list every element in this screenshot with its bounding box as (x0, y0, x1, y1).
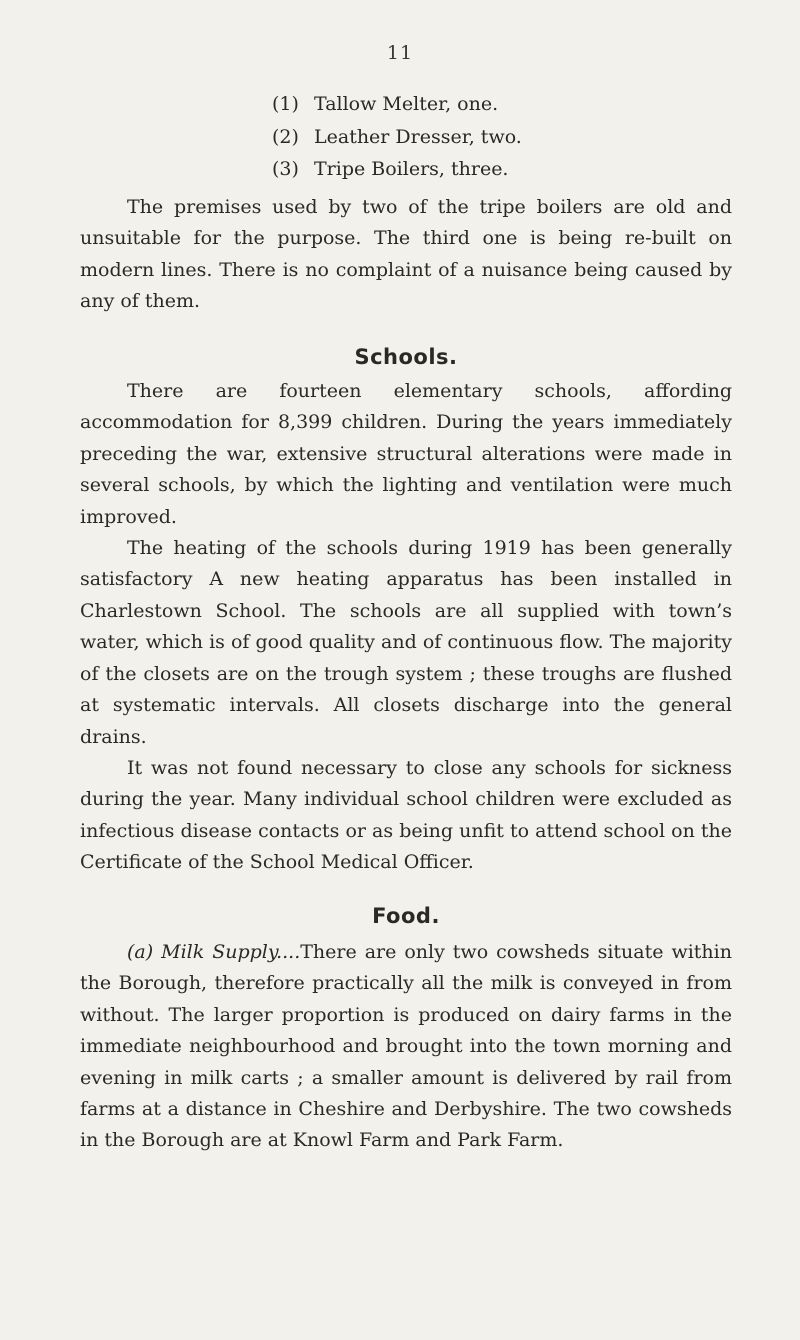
list-item (272, 153, 522, 186)
trades-list (272, 88, 522, 186)
list-item (272, 121, 522, 154)
food-heading: Food. (372, 903, 440, 928)
page-number: 11 (386, 42, 414, 64)
schools-heading: Schools. (354, 344, 458, 369)
schools-paragraph: There are fourteen elementary schools, affording accommodation for 8,399 children. During the years immediately preceding the war, extensive structural alterations were made in several schools, by which the lighting and ventilation were much improved. (80, 380, 732, 528)
list-item-text: Tallow Melter, one. (314, 93, 499, 115)
list-item (272, 88, 522, 121)
body-text (80, 192, 732, 1157)
milk-supply-paragraph (80, 937, 732, 1157)
list-item-number: (1) (272, 93, 299, 115)
milk-supply-text: There are only two cowsheds situate within the Borough, therefore practically all the milk is conveyed in from without. The larger proportion is produced on dairy farms in the immediate neighbourhood and brought into the town morning and evening in milk carts ; a smaller amount is delivered by rail from farms at a distance in Cheshire and Derbyshire. The two cowsheds in the Borough are at Knowl Farm and Park Farm. (80, 940, 732, 1152)
list-item-text: Leather Dresser, two. (314, 125, 522, 148)
list-item-number: (2) (272, 125, 299, 148)
schools-paragraph: The heating of the schools during 1919 has been generally satisfactory A new heating apparatus has been installed in Charlestown School. The schools are all supplied with town’s water, which is of good quality and of continuous flow. The majority of the closets are on the trough system ; these troughs are flushed at systematic intervals. All closets discharge into the general drains. (80, 537, 732, 748)
list-item-number: (3) (272, 158, 299, 180)
schools-paragraph: It was not found necessary to close any schools for sickness during the year. Many individual school children were excluded as infectious disease contacts or as being unfit to attend school on the Certificate of the School Medical Officer. (80, 756, 732, 874)
premises-paragraph: The premises used by two of the tripe boilers are old and unsuitable for the purpose. The third one is being re-built on modern lines. There is no complaint of a nuisance being caused by any of them. (80, 196, 732, 313)
milk-supply-label: (a) Milk Supply.... (127, 940, 301, 963)
list-item-text: Tripe Boilers, three. (314, 158, 509, 180)
